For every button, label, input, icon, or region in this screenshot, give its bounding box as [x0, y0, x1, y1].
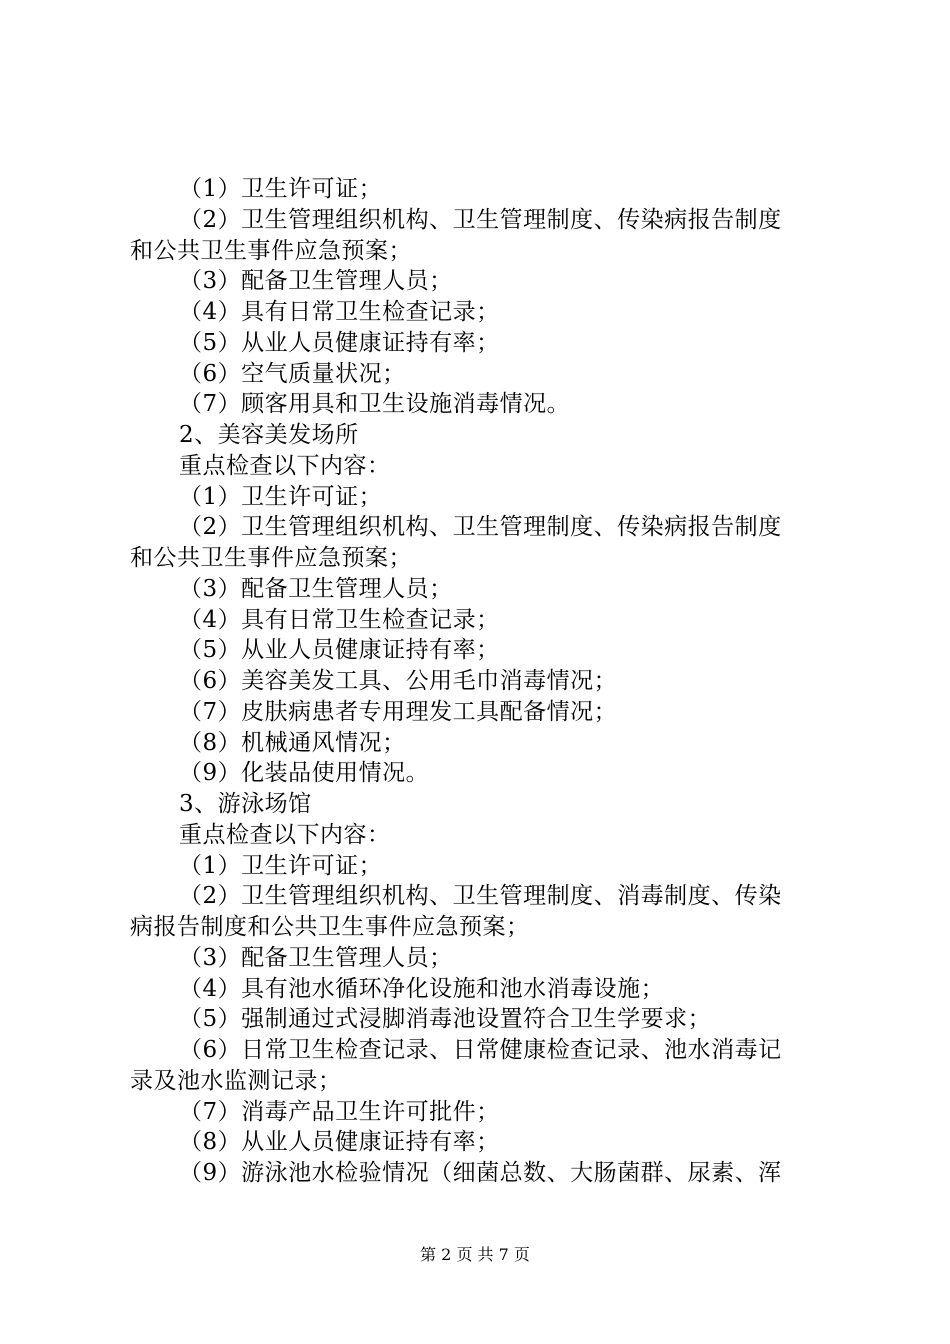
text-line: 3、游泳场馆: [179, 791, 312, 817]
text-line: （6）日常卫生检查记录、日常健康检查记录、池水消毒记: [179, 1037, 782, 1063]
text-line: （6）美容美发工具、公用毛巾消毒情况；: [179, 668, 618, 694]
text-line: （7）消毒产品卫生许可批件；: [179, 1098, 500, 1125]
text-line: （2）卫生管理组织机构、卫生管理制度、传染病报告制度: [179, 514, 782, 541]
text-line: 重点检查以下内容：: [179, 452, 391, 479]
text-line: （5）从业人员健康证持有率；: [179, 637, 500, 664]
text-line: （3）配备卫生管理人员；: [179, 268, 453, 295]
text-line: （3）配备卫生管理人员；: [179, 575, 453, 602]
text-line: 2、美容美发场所: [179, 422, 359, 448]
text-line: （1）卫生许可证；: [179, 852, 383, 879]
text-line: （5）强制通过式浸脚消毒池设置符合卫生学要求；: [179, 1006, 712, 1033]
text-line: 和公共卫生事件应急预案；: [130, 237, 412, 264]
text-line: （6）空气质量状况；: [179, 360, 406, 387]
text-line: （4）具有日常卫生检查记录；: [179, 299, 500, 325]
text-line: （9）游泳池水检验情况（细菌总数、大肠菌群、尿素、浑: [179, 1160, 782, 1186]
text-line: （8）从业人员健康证持有率；: [179, 1129, 500, 1156]
text-line: 和公共卫生事件应急预案；: [130, 545, 412, 571]
text-line: 病报告制度和公共卫生事件应急预案；: [130, 914, 530, 940]
text-line: （2）卫生管理组织机构、卫生管理制度、消毒制度、传染: [179, 883, 782, 910]
text-line: 重点检查以下内容：: [179, 821, 391, 848]
text-line: （3）配备卫生管理人员；: [179, 944, 453, 971]
text-line: 录及池水监测记录；: [130, 1067, 342, 1094]
text-line: （1）卫生许可证；: [179, 483, 383, 510]
text-line: （5）从业人员健康证持有率；: [179, 329, 500, 356]
page-footer: 第 2 页 共 7 页: [420, 1245, 530, 1264]
text-line: （4）具有日常卫生检查记录；: [179, 606, 500, 633]
text-line: （7）皮肤病患者专用理发工具配备情况；: [179, 698, 618, 725]
text-line: （1）卫生许可证；: [179, 176, 383, 202]
text-line: （4）具有池水循环净化设施和池水消毒设施；: [179, 975, 665, 1002]
text-line: （9）化装品使用情况。: [179, 760, 430, 787]
text-line: （7）顾客用具和卫生设施消毒情况。: [179, 391, 571, 418]
text-line: （2）卫生管理组织机构、卫生管理制度、传染病报告制度: [179, 206, 782, 233]
text-line: （8）机械通风情况；: [179, 729, 406, 756]
